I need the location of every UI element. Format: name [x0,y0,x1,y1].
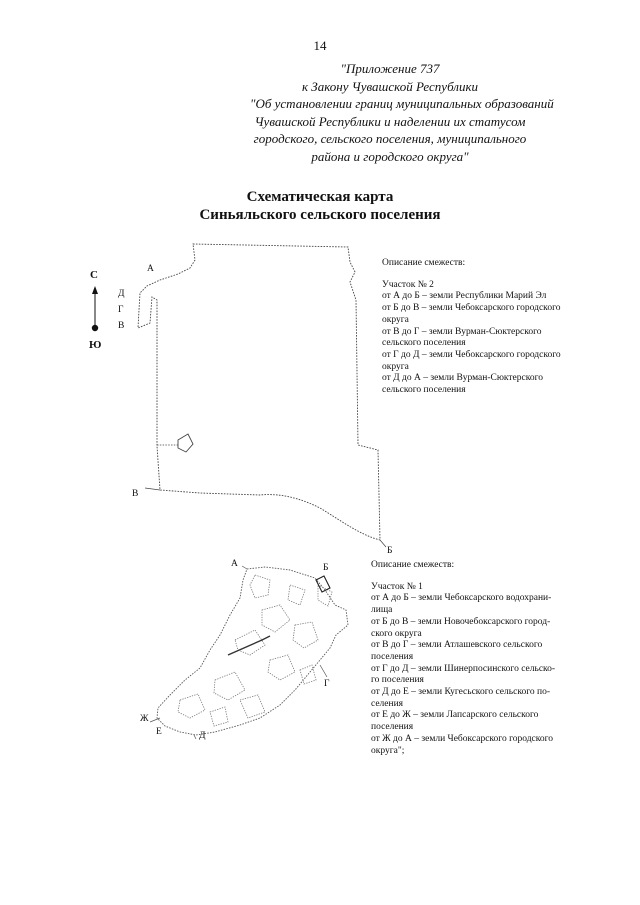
description-heading: Описание смежеств: [382,258,466,268]
description-heading: Описание смежеств: [371,560,455,570]
description-line: от А до Б – земли Чебоксарского водохрани- [371,593,552,604]
appendix-line: Чувашской Республики и наделении их статусом [254,113,526,129]
south-dot-icon [92,325,98,331]
description-line: от Д до А – земли Вурман-Сюктерского [382,373,544,384]
description-line: от Г до Д – земли Чебоксарского городского [382,349,561,360]
description-line: округа [382,361,409,372]
description-section: Участок № 1 [371,581,423,592]
map1-point-v-bottom: В [132,489,139,499]
description-section: Участок № 2 [382,279,434,290]
compass-north-label: С [90,269,98,281]
description-line: округа [382,314,409,325]
description-line: поселения [371,722,414,733]
map2-point-g: Г [324,679,330,689]
description-line: округа"; [371,745,405,756]
description-line: от А до Б – земли Республики Марий Эл [382,291,547,302]
description-line: сельского поселения [382,338,466,349]
appendix-line: района и городского округа" [311,148,469,164]
parcel-2-description [382,258,615,397]
map-title-line2: Синьяльского сельского поселения [199,207,441,223]
map1-point-v-left: В [118,321,125,331]
parcel-1-inner-areas [178,575,332,726]
map1-point-g: Г [118,305,124,315]
map2-point-a: А [231,559,238,569]
map2-point-d: Д [199,731,206,741]
map2-point-zh: Ж [140,714,149,724]
description-line: от В до Г – земли Атлашевского сельского [371,640,543,651]
appendix-line: к Закону Чувашской Республики [301,78,479,94]
page-number: 14 [313,38,327,53]
description-line: от В до Г – земли Вурман-Сюктерского [382,326,542,337]
compass-south-label: Ю [89,339,102,351]
description-line: поселения [371,651,414,662]
map1-point-d: Д [118,289,125,299]
parcel-1-corner-block [316,576,330,592]
appendix-line: "Об установлении границ муниципальных образований [250,96,554,111]
description-line: от Г до Д – земли Шинерпосинского сельско- [371,663,556,674]
description-line: сельского поселения [382,385,466,396]
appendix-line: городского, сельского поселения, муниципального [253,131,527,146]
description-line: селения [371,698,404,709]
description-line: го поселения [371,675,424,686]
map2-point-e: Е [156,727,162,737]
map-title-line1: Схематическая карта [246,189,394,205]
parcel-1-description [371,560,616,757]
description-line: лища [371,605,393,616]
parcel-2-boundary [138,244,380,540]
map2-point-b: Б [323,563,329,573]
description-line: от Е до Ж – земли Лапсарского сельского [371,710,539,721]
map1-point-a: А [147,264,154,274]
arrow-head-icon [92,286,98,294]
description-line: от Д до Е – земли Кугесьского сельского по- [371,687,550,698]
appendix-line: "Приложение 737 [340,61,440,76]
parcel-1-road [228,636,270,655]
parcel-2-enclave [178,434,193,452]
map1-point-b: Б [387,546,393,556]
north-arrow [92,286,98,331]
description-line: от Ж до А – земли Чебоксарского городского [371,733,554,744]
description-line: от Б до В – земли Чебоксарского городского [382,303,561,314]
description-line: ского округа [371,628,422,639]
description-line: от Б до В – земли Новочебоксарского город- [371,616,551,627]
